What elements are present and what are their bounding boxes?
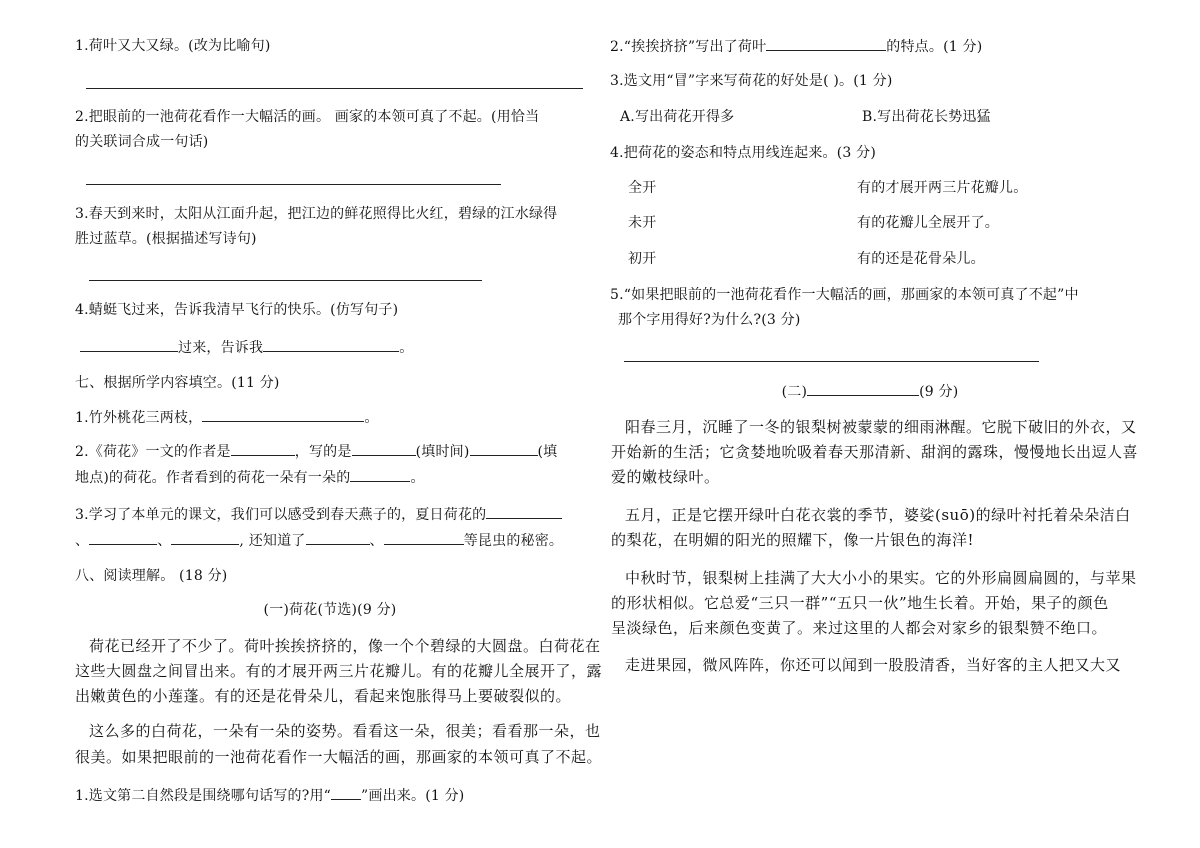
reading-q1-text-pre: 1.选文第二自然段是围绕哪句话写的?用“ — [75, 788, 332, 804]
passage-2-p4-line1: 走进果园，微风阵阵，你还可以闻到一股股清香，当好客的主人把又大又 — [625, 656, 1122, 674]
s7-q3-blank-3[interactable] — [171, 530, 239, 545]
reading-q5-line2: 那个字用得好?为什么?(3 分) — [618, 312, 801, 328]
s7-q3-blank-1[interactable] — [486, 504, 562, 519]
s7-q2-text-f: 。 — [410, 470, 425, 486]
reading-q3-option-a[interactable]: A.写出荷花开得多 — [620, 109, 735, 125]
reading-q3: 3.选文用“冒”字来写荷花的好处是( )。(1 分) — [610, 73, 893, 89]
s7-q2-text-e: 地点)的荷花。作者看到的荷花一朵有一朵的 — [75, 470, 351, 486]
q3-text-line2: 胜过蓝草。(根据描述写诗句) — [75, 231, 257, 247]
q2-text-line2: 的关联词合成一句话) — [75, 134, 209, 150]
reading-q2 — [610, 36, 982, 57]
s7-q2-blank-place[interactable] — [470, 441, 538, 456]
passage-2-p1-line3: 爱的嫩枝绿叶。 — [611, 468, 720, 486]
reading-q5-answer-line[interactable] — [624, 361, 1039, 362]
q3-text-line1: 3.春天到来时，太阳从江面升起，把江边的鲜花照得比火红，碧绿的江水绿得 — [75, 206, 558, 222]
match-right-item[interactable]: 有的花瓣儿全展开了。 — [857, 215, 999, 231]
passage-2-title — [610, 381, 1130, 402]
match-right-item[interactable]: 有的才展开两三片花瓣儿。 — [857, 180, 1028, 196]
reading-q3-option-b[interactable]: B.写出荷花长势迅猛 — [862, 109, 991, 125]
passage-1-p2-line2: 很美。如果把眼前的一池荷花看作一大幅活的画，那画家的本领可真了不起。 — [75, 748, 603, 766]
match-right-item[interactable]: 有的还是花骨朵儿。 — [857, 251, 985, 267]
s7-q2-blank-author[interactable] — [231, 441, 295, 456]
s7-q3-line1 — [75, 504, 562, 525]
s7-q2-blank-pose[interactable] — [350, 467, 410, 482]
passage-2-p1-line1: 阳春三月，沉睡了一冬的银梨树被蒙蒙的细雨淋醒。它脱下破旧的外衣，又 — [625, 418, 1137, 436]
q4-fill-end: 。 — [399, 340, 414, 356]
reading-q2-text-pre: 2.“挨挨挤挤”写出了荷叶 — [610, 39, 767, 55]
q4-blank-1[interactable] — [80, 337, 178, 352]
q2-answer-line[interactable] — [86, 184, 501, 185]
s7-q1-text: 1.竹外桃花三两枝， — [75, 410, 203, 426]
passage-2-p2-line1: 五月，正是它摆开绿叶白花衣裳的季节，婆娑(suō)的绿叶衬托着朵朵洁白 — [625, 506, 1131, 524]
s7-q2-line2 — [75, 467, 425, 488]
passage-1-p1-line3: 出嫩黄色的小莲蓬。有的还是花骨朵儿，看起来饱胀得马上要破裂似的。 — [75, 687, 572, 705]
passage-2-p1-line2: 开始新的生活；它贪婪地吮吸着春天那清新、甜润的露珠，慢慢地长出逗人喜 — [611, 443, 1139, 461]
q1-answer-line[interactable] — [86, 88, 583, 89]
s7-q3-line2 — [75, 530, 563, 551]
passage-1-p1-line2: 这些大圆盘之间冒出来。有的才展开两三片花瓣儿。有的花瓣儿全展开了，露 — [75, 662, 603, 680]
q4-text: 4.蜻蜓飞过来，告诉我清早飞行的快乐。(仿写句子) — [75, 302, 399, 318]
passage-2-title-blank[interactable] — [807, 381, 919, 396]
s7-q2-text-a: 2.《荷花》一文的作者是 — [75, 444, 231, 460]
s7-q2-text-b: ，写的是 — [294, 444, 352, 460]
s7-q2-text-d: (填 — [537, 444, 558, 460]
passage-1-title: (一)荷花(节选)(9 分) — [263, 602, 397, 618]
passage-2-p2-line2: 的梨花，在明媚的阳光的照耀下，像一片银色的海洋! — [611, 531, 975, 549]
q3-answer-line[interactable] — [89, 280, 482, 281]
s7-q2-line1 — [75, 441, 557, 462]
s7-q2-text-c: (填时间) — [415, 444, 470, 460]
reading-q4: 4.把荷花的姿态和特点用线连起来。(3 分) — [610, 145, 877, 161]
reading-q1-blank[interactable] — [331, 785, 361, 800]
s7-q3-text-f: 等昆虫的秘密。 — [463, 533, 564, 549]
reading-q5-line1: 5.“如果把眼前的一池荷花看作一大幅活的画，那画家的本领可真了不起”中 — [610, 287, 1079, 303]
passage-2-p3-line3: 呈淡绿色，后来颜色变黄了。来过这里的人都会对家乡的银梨赞不绝口。 — [611, 619, 1108, 637]
match-left-item[interactable]: 未开 — [628, 215, 657, 231]
s7-q1 — [75, 407, 379, 428]
passage-2-title-post: (9 分) — [919, 384, 959, 400]
s7-q3-text-d: , 还知道了 — [239, 533, 306, 549]
reading-q1-text-post: ”画出来。(1 分) — [361, 788, 465, 804]
match-left-item[interactable]: 初开 — [628, 251, 657, 267]
section-7-heading: 七、根据所学内容填空。(11 分) — [75, 375, 280, 391]
passage-2-p3-line2: 的形状相似。它总爱“三只一群”“五只一伙”地生长着。开始，果子的颜色 — [611, 594, 1109, 612]
section-8-heading: 八、阅读理解。 (18 分) — [75, 568, 228, 584]
reading-q2-blank[interactable] — [766, 36, 886, 51]
s7-q1-end: 。 — [364, 410, 379, 426]
q1-text: 1.荷叶又大又绿。(改为比喻句) — [75, 38, 271, 54]
q4-blank-2[interactable] — [263, 337, 399, 352]
q2-text-line1: 2.把眼前的一池荷花看作一大幅活的画。 画家的本领可真了不起。(用恰当 — [75, 109, 540, 125]
passage-1-p1-line1: 荷花已经开了不少了。荷叶挨挨挤挤的，像一个个碧绿的大圆盘。白荷花在 — [89, 637, 601, 655]
s7-q3-text-e: 、 — [369, 533, 384, 549]
passage-2-title-pre: (二) — [781, 384, 808, 400]
reading-q1 — [75, 785, 464, 806]
s7-q3-text-a: 3.学习了本单元的课文，我们可以感受到春天燕子的，夏日荷花的 — [75, 507, 487, 523]
q4-fill-mid: 过来，告诉我 — [178, 340, 264, 356]
match-left-item[interactable]: 全开 — [628, 180, 657, 196]
s7-q1-blank[interactable] — [202, 407, 364, 422]
s7-q3-blank-5[interactable] — [384, 530, 464, 545]
s7-q3-blank-4[interactable] — [306, 530, 370, 545]
reading-q2-text-post: 的特点。(1 分) — [886, 39, 983, 55]
s7-q2-blank-time[interactable] — [352, 441, 416, 456]
s7-q3-blank-2[interactable] — [89, 530, 157, 545]
s7-q3-text-b: 、 — [75, 533, 90, 549]
passage-2-p3-line1: 中秋时节，银梨树上挂满了大大小小的果实。它的外形扁圆扁圆的，与苹果 — [625, 569, 1137, 587]
q4-fill-sentence — [80, 337, 413, 358]
passage-1-p2-line1: 这么多的白荷花，一朵有一朵的姿势。看看这一朵，很美；看看那一朵，也 — [89, 722, 601, 740]
s7-q3-text-c: 、 — [157, 533, 172, 549]
